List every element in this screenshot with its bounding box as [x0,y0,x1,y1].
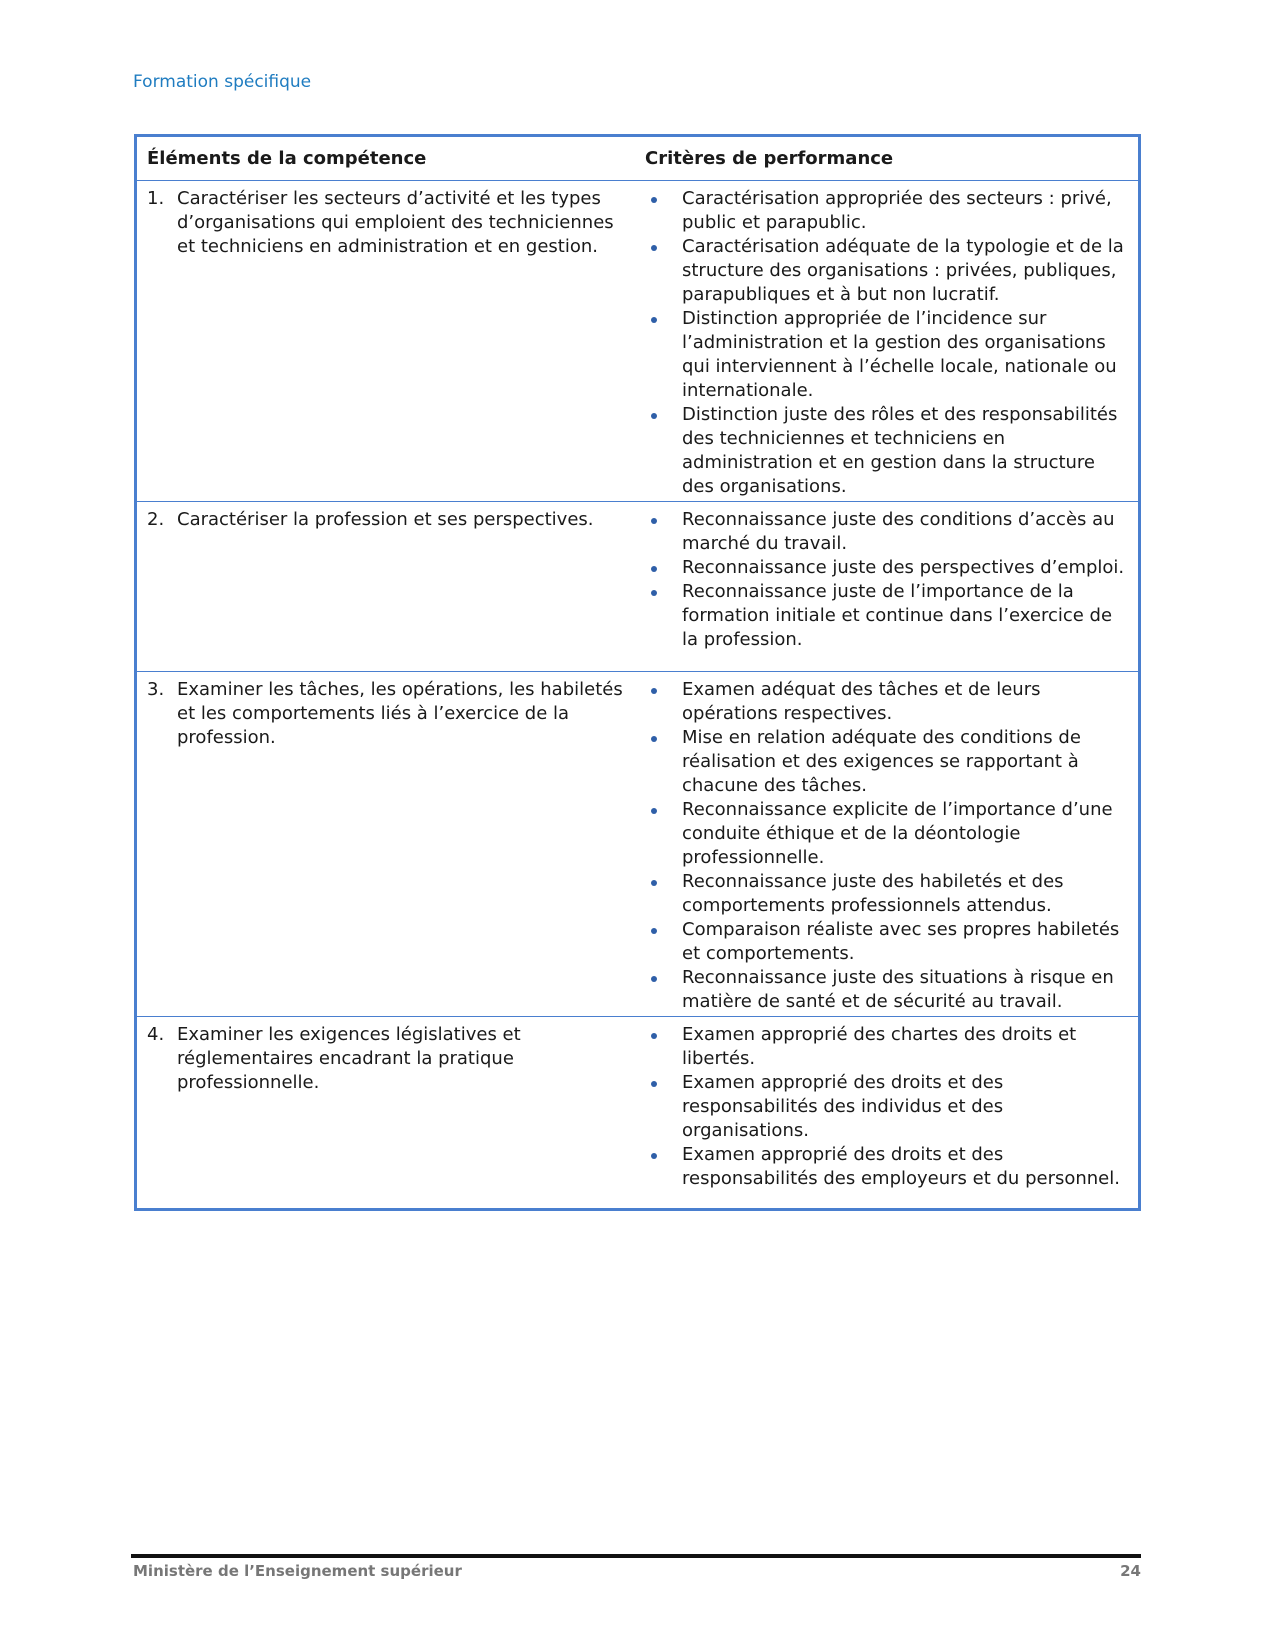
criterion-item: Examen adéquat des tâches et de leurs opérations respectives. [645,678,1128,726]
criterion-item: Distinction juste des rôles et des responsabilités des techniciennes et techniciens en administration et en gestion dans la structure des organisations. [645,403,1128,499]
element-number: 3. [147,679,165,700]
page-number: 24 [1120,1562,1141,1580]
element-number: 2. [147,509,165,530]
element-cell [136,1017,636,1210]
criterion-item: Distinction appropriée de l’incidence sur l’administration et la gestion des organisations qui interviennent à l’échelle locale, nationale ou internationale. [645,307,1128,403]
footer-divider [131,1554,1141,1558]
column-header-elements: Éléments de la compétence [136,136,636,181]
table-header-row [136,136,1140,181]
criterion-item: Reconnaissance juste des perspectives d’emploi. [645,556,1128,580]
criterion-item: Examen approprié des chartes des droits et libertés. [645,1023,1128,1071]
criteria-list [645,1023,1128,1191]
criterion-item: Examen approprié des droits et des responsabilités des individus et des organisations. [645,1071,1128,1143]
criteria-list [645,508,1128,652]
element-cell [136,181,636,502]
criteria-list [645,678,1128,1014]
criterion-item: Mise en relation adéquate des conditions de réalisation et des exigences se rapportant à chacune des tâches. [645,726,1128,798]
criteria-list [645,187,1128,499]
criterion-item: Reconnaissance juste de l’importance de la formation initiale et continue dans l’exercice de la profession. [645,580,1128,652]
element-text: Examiner les tâches, les opérations, les habiletés et les comportements liés à l’exercice de la profession. [177,679,623,748]
element-text: Caractériser la profession et ses perspectives. [177,509,594,530]
criterion-item: Examen approprié des droits et des responsabilités des employeurs et du personnel. [645,1143,1128,1191]
criterion-item: Caractérisation adéquate de la typologie et de la structure des organisations : privées, publiques, parapubliques et à but non lucratif. [645,235,1128,307]
criterion-item: Reconnaissance juste des habiletés et des comportements professionnels attendus. [645,870,1128,918]
element-item [147,1023,625,1095]
element-text: Examiner les exigences législatives et réglementaires encadrant la pratique professionnelle. [177,1024,521,1093]
table-row [136,502,1140,672]
criteria-cell [635,502,1140,672]
element-item [147,508,625,532]
criteria-cell [635,1017,1140,1210]
element-item [147,678,625,750]
table-row [136,1017,1140,1210]
element-item [147,187,625,259]
table-row [136,672,1140,1017]
column-header-criteria: Critères de performance [635,136,1140,181]
criterion-item: Reconnaissance juste des situations à risque en matière de santé et de sécurité au travail. [645,966,1128,1014]
element-cell [136,672,636,1017]
element-text: Caractériser les secteurs d’activité et les types d’organisations qui emploient des techniciennes et techniciens en administration et en gestion. [177,188,614,257]
element-number: 1. [147,188,165,209]
criterion-item: Caractérisation appropriée des secteurs : privé, public et parapublic. [645,187,1128,235]
criteria-cell [635,672,1140,1017]
footer-ministry: Ministère de l’Enseignement supérieur [133,1562,462,1580]
competence-table [134,134,1141,1211]
element-number: 4. [147,1024,165,1045]
section-title: Formation spécifique [133,72,312,92]
criteria-cell [635,181,1140,502]
criterion-item: Reconnaissance juste des conditions d’accès au marché du travail. [645,508,1128,556]
criterion-item: Reconnaissance explicite de l’importance d’une conduite éthique et de la déontologie professionnelle. [645,798,1128,870]
table-row [136,181,1140,502]
criterion-item: Comparaison réaliste avec ses propres habiletés et comportements. [645,918,1128,966]
element-cell [136,502,636,672]
